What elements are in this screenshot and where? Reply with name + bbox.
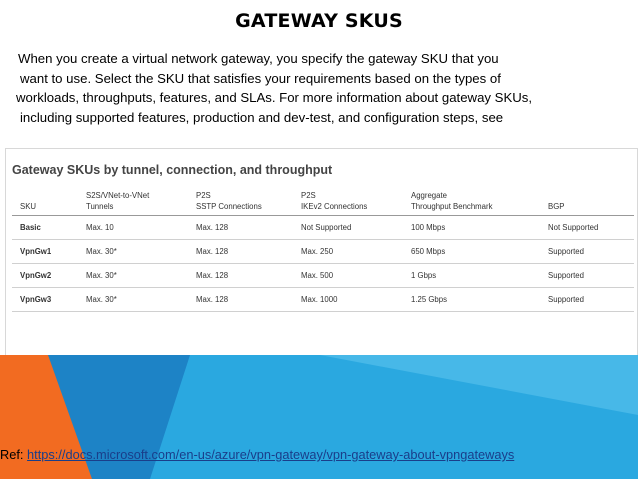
gateway-skus-table bbox=[12, 190, 634, 312]
cell-sstp: Max. 128 bbox=[188, 288, 293, 312]
cell-ikev2: Max. 1000 bbox=[293, 288, 403, 312]
reference-line bbox=[0, 447, 514, 462]
cell-tunnels: Max. 30* bbox=[78, 264, 188, 288]
column-header-tunnels: S2S/VNet-to-VNet Tunnels bbox=[78, 190, 188, 216]
column-header-ikev2: P2S IKEv2 Connections bbox=[293, 190, 403, 216]
slide-title: GATEWAY SKUS bbox=[235, 10, 403, 32]
cell-bgp: Supported bbox=[540, 240, 634, 264]
cell-tunnels: Max. 10 bbox=[78, 216, 188, 240]
table-row bbox=[12, 288, 634, 312]
column-header-sku: SKU bbox=[12, 190, 78, 216]
cell-sku: VpnGw3 bbox=[12, 288, 78, 312]
cell-sku: VpnGw2 bbox=[12, 264, 78, 288]
cell-throughput: 650 Mbps bbox=[403, 240, 540, 264]
cell-sstp: Max. 128 bbox=[188, 240, 293, 264]
cell-ikev2: Max. 250 bbox=[293, 240, 403, 264]
table-title: Gateway SKUs by tunnel, connection, and throughput bbox=[12, 163, 333, 177]
reference-link[interactable]: https://docs.microsoft.com/en-us/azure/vpn-gateway/vpn-gateway-about-vpngateways bbox=[27, 447, 515, 462]
gateway-skus-table-screenshot bbox=[5, 148, 638, 357]
table-header-row bbox=[12, 190, 634, 216]
column-header-throughput: Aggregate Throughput Benchmark bbox=[403, 190, 540, 216]
table-row bbox=[12, 216, 634, 240]
cell-throughput: 100 Mbps bbox=[403, 216, 540, 240]
intro-paragraph bbox=[14, 49, 638, 127]
cell-ikev2: Max. 500 bbox=[293, 264, 403, 288]
cell-ikev2: Not Supported bbox=[293, 216, 403, 240]
cell-bgp: Not Supported bbox=[540, 216, 634, 240]
cell-sku: Basic bbox=[12, 216, 78, 240]
cell-bgp: Supported bbox=[540, 264, 634, 288]
cell-throughput: 1 Gbps bbox=[403, 264, 540, 288]
intro-line: including supported features, production and dev-test, and configuration steps, see bbox=[20, 109, 504, 125]
intro-line: want to use. Select the SKU that satisfies your requirements based on the types of bbox=[20, 70, 501, 86]
cell-tunnels: Max. 30* bbox=[78, 240, 188, 264]
cell-sku: VpnGw1 bbox=[12, 240, 78, 264]
cell-bgp: Supported bbox=[540, 288, 634, 312]
intro-line: When you create a virtual network gateway, you specify the gateway SKU that you bbox=[18, 51, 499, 66]
column-header-sstp: P2S SSTP Connections bbox=[188, 190, 293, 216]
reference-label: Ref: bbox=[0, 447, 24, 462]
cell-tunnels: Max. 30* bbox=[78, 288, 188, 312]
intro-line: workloads, throughputs, features, and SLAs. For more information about gateway SKUs, bbox=[16, 90, 533, 106]
table-row bbox=[12, 240, 634, 264]
cell-sstp: Max. 128 bbox=[188, 216, 293, 240]
cell-sstp: Max. 128 bbox=[188, 264, 293, 288]
column-header-bgp: BGP bbox=[540, 190, 634, 216]
table-row bbox=[12, 264, 634, 288]
cell-throughput: 1.25 Gbps bbox=[403, 288, 540, 312]
